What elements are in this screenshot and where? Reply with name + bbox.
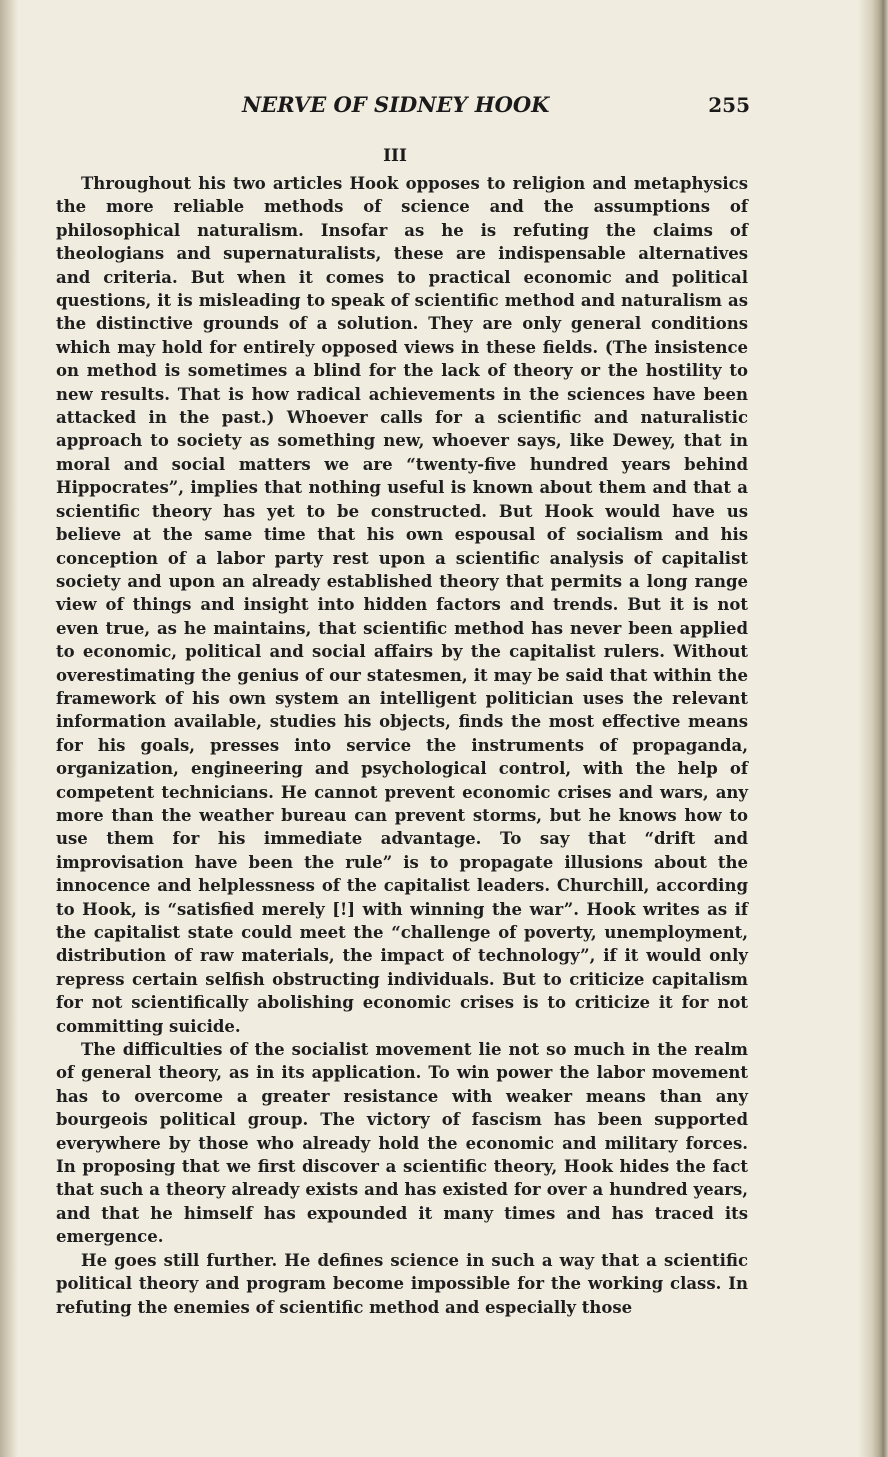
section-heading: III <box>383 146 407 166</box>
paragraph: The difficulties of the socialist movement lie not so much in the realm of general theory, as in its application. To win power the labor movement has to overcome a greater resistance with weaker means than any bourgeois political group. The victory of fascism has been supported everywhere by those who already hold the economic and military forces. In proposing that we first discover a scientific theory, Hook hides the fact that such a theory already exists and has existed for over a hundred years, and that he himself has expounded it many times and has traced its emergence. <box>56 1040 748 1247</box>
paragraph: He goes still further. He defines science in such a way that a scientific political theory and program become impossible for the working class. In refuting the enemies of scientific method and especially those <box>56 1250 748 1317</box>
body-text <box>56 172 748 1319</box>
running-head-title: NERVE OF SIDNEY HOOK <box>242 92 550 117</box>
page-number: 255 <box>708 93 750 117</box>
page-stack-edge <box>858 0 888 1457</box>
binding-gutter-shadow <box>0 0 18 1457</box>
running-head <box>60 92 760 122</box>
paragraph: Throughout his two articles Hook opposes to religion and metaphysics the more reliable methods of science and the assumptions of philosophical naturalism. Insofar as he is refuting the claims of theologians and supernaturalists, these are indispensable alternatives and criteria. But when it comes to practical economic and political questions, it is misleading to speak of scientific method and naturalism as the distinctive grounds of a solution. They are only general conditions which may hold for entirely opposed views in these fields. (The insistence on method is sometimes a blind for the lack of theory or the hostility to new results. That is how radical achievements in the sciences have been attacked in the past.) Whoever calls for a scientific and naturalistic approach to society as something new, whoever says, like Dewey, that in moral and social matters we are “twenty-five hundred years behind Hippocrates”, implies that nothing useful is known about them and that a scientific theory has yet to be constructed. But Hook would have us believe at the same time that his own espousal of socialism and his conception of a labor party rest upon a scientific analysis of capitalist society and upon an already established theory that permits a long range view of things and insight into hidden factors and trends. But it is not even true, as he maintains, that scientific method has never been applied to economic, political and social affairs by the capitalist rulers. Without overestimating the genius of our statesmen, it may be said that within the framework of his own system an intelligent politician uses the relevant information available, studies his objects, finds the most effective means for his goals, presses into service the instruments of propaganda, organization, engineering and psychological control, with the help of competent technicians. He cannot prevent economic crises and wars, any more than the weather bureau can prevent storms, but he knows how to use them for his immediate advantage. To say that “drift and improvisation have been the rule” is to propagate illusions about the innocence and helplessness of the capitalist leaders. Churchill, according to Hook, is “satisfied merely [!] with winning the war”. Hook writes as if the capitalist state could meet the “challenge of poverty, unemployment, distribution of raw materials, the impact of technology”, if it would only repress certain selfish obstructing individuals. But to criticize capitalism for not scientifically abolishing economic crises is to criticize it for not committing suicide. <box>56 174 748 1036</box>
